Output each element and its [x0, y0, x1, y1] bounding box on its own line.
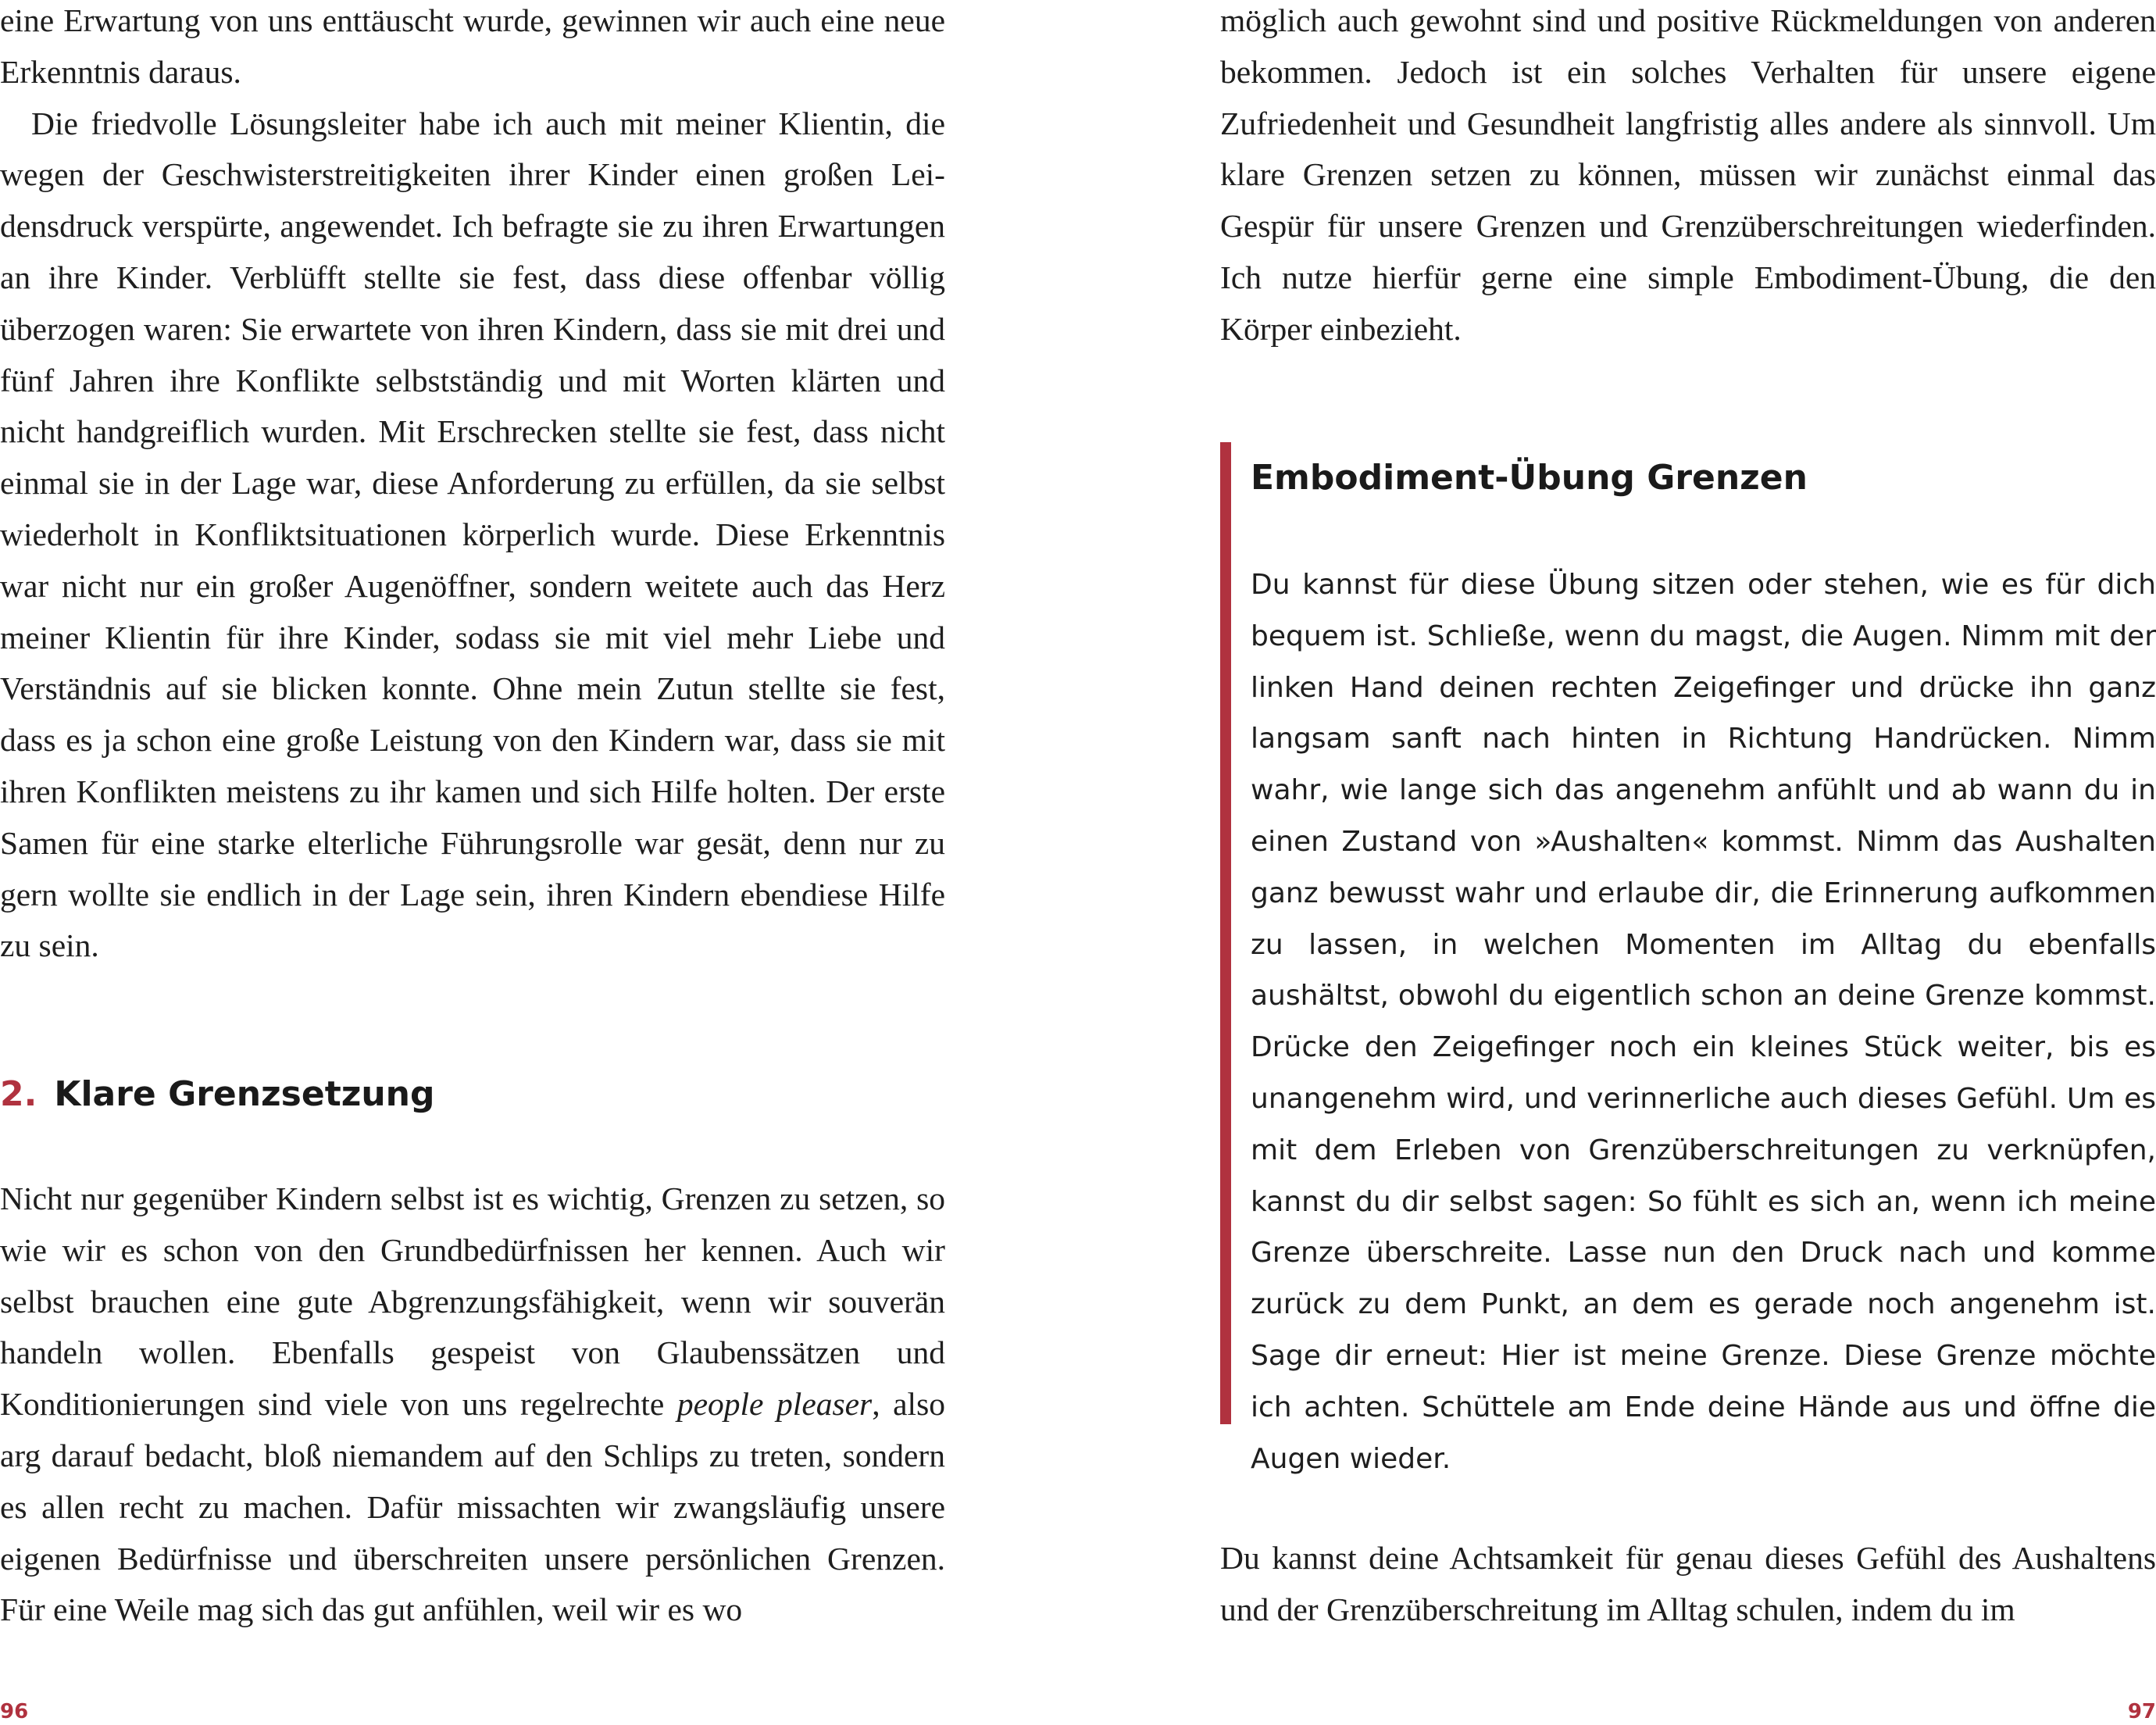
left-paragraph-3-part-1: Nicht nur gegenüber Kindern selbst ist es wichtig, Grenzen zu setzen, so wie wir es schon von den Grundbedürfnissen her kennen. Auch wir selbst brauchen eine gute Abgrenzungsfähigkeit, wenn wir souverän handeln wollen. Ebenfalls gespeist von Glaubenssätzen und Konditionierungen sind viele von uns regelrechte: [0, 1180, 945, 1423]
exercise-accent-bar: [1220, 442, 1231, 1424]
exercise-box: [1220, 442, 2156, 1475]
exercise-title: Embodiment-Übung Grenzen: [1251, 458, 1808, 498]
italic-term: people pleaser: [676, 1386, 873, 1423]
left-paragraph-3-part-2: , also arg darauf bedacht, bloß niemandem auf den Schlips zu treten, sondern es allen recht zu machen. Dafür missachten wir zwangsläufig unsere eigenen Bedürfnisse und überschreiten unsere persönlichen Grenzen. Für eine Weile mag sich das gut anfühlen, weil wir es wo: [0, 1386, 945, 1628]
right-paragraph-2: Du kannst deine Achtsamkeit für genau dieses Gefühl des Aushaltens und der Grenzüberschreitung im Alltag schulen, indem du im: [1220, 1540, 2156, 1627]
left-paragraph-3: [0, 1173, 945, 1636]
left-paragraph-1: eine Erwartung von uns enttäuscht wurde, gewinnen wir auch eine neue Erkenntnis daraus.: [0, 2, 945, 90]
page-number-left: 96: [0, 1700, 29, 1723]
section-heading: [0, 1074, 434, 1114]
right-text-top: [1220, 0, 2156, 355]
exercise-text: Du kannst für diese Übung sitzen oder stehen, wie es für dich bequem ist. Schließe, wenn du magst, die Augen. Nimm mit der linken Hand deinen rechten Zeigefinger und drücke ihn ganz langsam sanft nach hinten in Richtung Handrücken. Nimm wahr, wie lange sich das angenehm anfühlt und ab wann du in einen Zustand von »Aushalten« kommst. Nimm das Aushalten ganz bewusst wahr und erlaube dir, die Erinnerung aufkommen zu lassen, in welchen Momenten im Alltag du ebenfalls aushältst, obwohl du eigentlich schon an deine Grenze kommst. Drücke den Zeigefinger noch ein kleines Stück weiter, bis es unangenehm wird, und verinnerliche auch dieses Gefühl. Um es mit dem Erleben von Grenzüberschreitungen zu verknüpfen, kannst du dir selbst sagen: So fühlt es sich an, wenn ich meine Grenze überschreite. Lasse nun den Druck nach und komme zurück zu dem Punkt, an dem es gerade noch angenehm ist. Sage dir erneut: Hier ist meine Grenze. Diese Grenze möchte ich achten. Schüttele am Ende deine Hände aus und öffne die Augen wieder.: [1251, 569, 2156, 1475]
page-number-right: 97: [2127, 1700, 2156, 1723]
left-text-top: [0, 0, 945, 972]
left-page: [0, 0, 945, 1725]
right-paragraph-1: möglich auch gewohnt sind und positive Rückmeldungen von anderen bekommen. Jedoch ist ein solches Verhalten für unsere eigene Zufriedenheit und Gesundheit langfristig alles andere als sinnvoll. Um klare Grenzen setzen zu können, müssen wir zunächst einmal das Gespür für unsere Grenzen und Grenzüberschreitungen wiederfinden. Ich nutze hierfür gerne eine simple Embodiment-Übung, die den Körper einbezieht.: [1220, 2, 2156, 347]
left-paragraph-2: Die friedvolle Lösungsleiter habe ich auch mit meiner Klientin, die wegen der Geschwisterstreitigkeiten ihrer Kinder einen großen Leidensdruck verspürte, angewendet. Ich befragte sie zu ihren Erwartungen an ihre Kinder. Verblüfft stellte sie fest, dass diese offenbar völlig überzogen waren: Sie erwartete von ihren Kindern, dass sie mit drei und fünf Jahren ihre Konflikte selbstständig und mit Worten klärten und nicht handgreiflich wurden. Mit Erschrecken stellte sie fest, dass nicht einmal sie in der Lage war, diese Anforderung zu erfüllen, da sie selbst wiederholt in Konfliktsituationen körperlich wurde. Diese Erkenntnis war nicht nur ein großer Augenöffner, sondern weitete auch das Herz meiner Klientin für ihre Kinder, sodass sie mit viel mehr Liebe und Verständnis auf sie blicken konnte. Ohne mein Zutun stellte sie fest, dass es ja schon eine große Leistung von den Kindern war, dass sie mit ihren Konflikten meistens zu ihr kamen und sich Hilfe holten. Der erste Samen für eine starke elterliche Führungsrolle war gesät, denn nur zu gern wollte sie endlich in der Lage sein, ihren Kindern ebendiese Hilfe zu sein.: [0, 105, 945, 964]
right-page: [1220, 0, 2156, 1725]
section-title: Klare Grenzsetzung: [54, 1074, 435, 1114]
left-text-bottom: [0, 1173, 945, 1636]
right-text-bottom: [1220, 1533, 2156, 1636]
section-number: 2.: [0, 1074, 37, 1114]
